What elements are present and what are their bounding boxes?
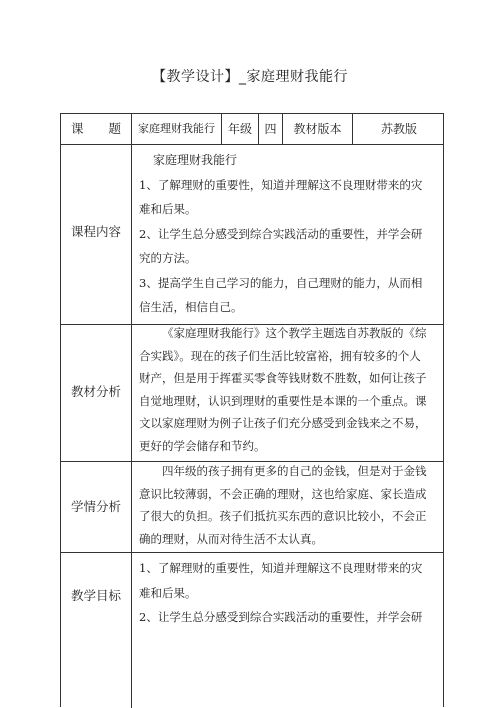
text-line: 难和后果。 [139, 585, 197, 600]
subject-value: 家庭理财我能行 [138, 122, 215, 135]
text-line: 信生活，相信自己。 [139, 300, 243, 314]
document-title: 【教学设计】_家庭理财我能行 [152, 69, 348, 85]
teaching-goals-body [139, 556, 437, 630]
text-line: 自觉地理财，认识到理财的重要性是本课的一个重点。课 [139, 393, 427, 408]
column-divider [131, 114, 132, 708]
course-content-label: 课程内容 [70, 224, 121, 239]
text-line: 3、提高学生自己学习的能力，自己理财的能力，从而相 [139, 275, 423, 290]
student-analysis-body [139, 460, 437, 550]
grade-label: 年级 [227, 122, 252, 136]
text-line: 《家庭理财我能行》这个教学主题选自苏教版的《综 [162, 326, 427, 340]
text-line: 四年级的孩子拥有更多的自己的金钱，但是对于金钱 [162, 464, 427, 478]
text-line: 合实践》。现在的孩子们生活比较富裕，拥有较多的个人 [139, 348, 421, 363]
text-line: 究的方法。 [139, 251, 197, 265]
text-line: 财产，但是用于挥霍买零食等钱财数不胜数，如何让孩子 [139, 371, 427, 385]
text-line: 2、让学生总分感受到综合实践活动的重要性，并学会研 [139, 610, 423, 624]
teaching-goals-label: 教学目标 [70, 588, 121, 603]
text-line: 难和后果。 [139, 202, 197, 216]
course-heading: 家庭理财我能行 [153, 153, 238, 167]
material-analysis-body [139, 322, 437, 457]
grade-value: 四 [264, 122, 277, 136]
student-analysis-label: 学情分析 [70, 499, 121, 514]
text-line: 了很大的负担。孩子们抵抗买东西的意识比较小，不会正 [139, 509, 427, 523]
lesson-plan-table [60, 113, 444, 707]
edition-label: 教材版本 [293, 122, 342, 136]
text-line: 2、让学生总分感受到综合实践活动的重要性，并学会研 [139, 226, 423, 241]
row-divider [61, 552, 443, 553]
row-divider [61, 144, 443, 145]
text-line: 1、了解理财的重要性，知道并理解这不良理财带来的灾 [139, 177, 423, 192]
material-analysis-label: 教材分析 [70, 384, 121, 399]
text-line: 1、了解理财的重要性，知道并理解这不良理财带来的灾 [139, 561, 423, 575]
text-line: 文以家庭理财为例子让孩子们充分感受到金钱来之不易， [139, 416, 427, 430]
course-content-body [139, 148, 437, 320]
edition-value: 苏教版 [380, 122, 417, 136]
text-line: 更好的学会储存和节约。 [139, 438, 266, 453]
text-line: 意识比较薄弱，不会正确的理财，这也给家庭、家长造成 [139, 486, 427, 501]
subject-label: 课 题 [70, 121, 121, 136]
text-line: 确的理财，从而对待生活不太认真。 [139, 531, 323, 546]
